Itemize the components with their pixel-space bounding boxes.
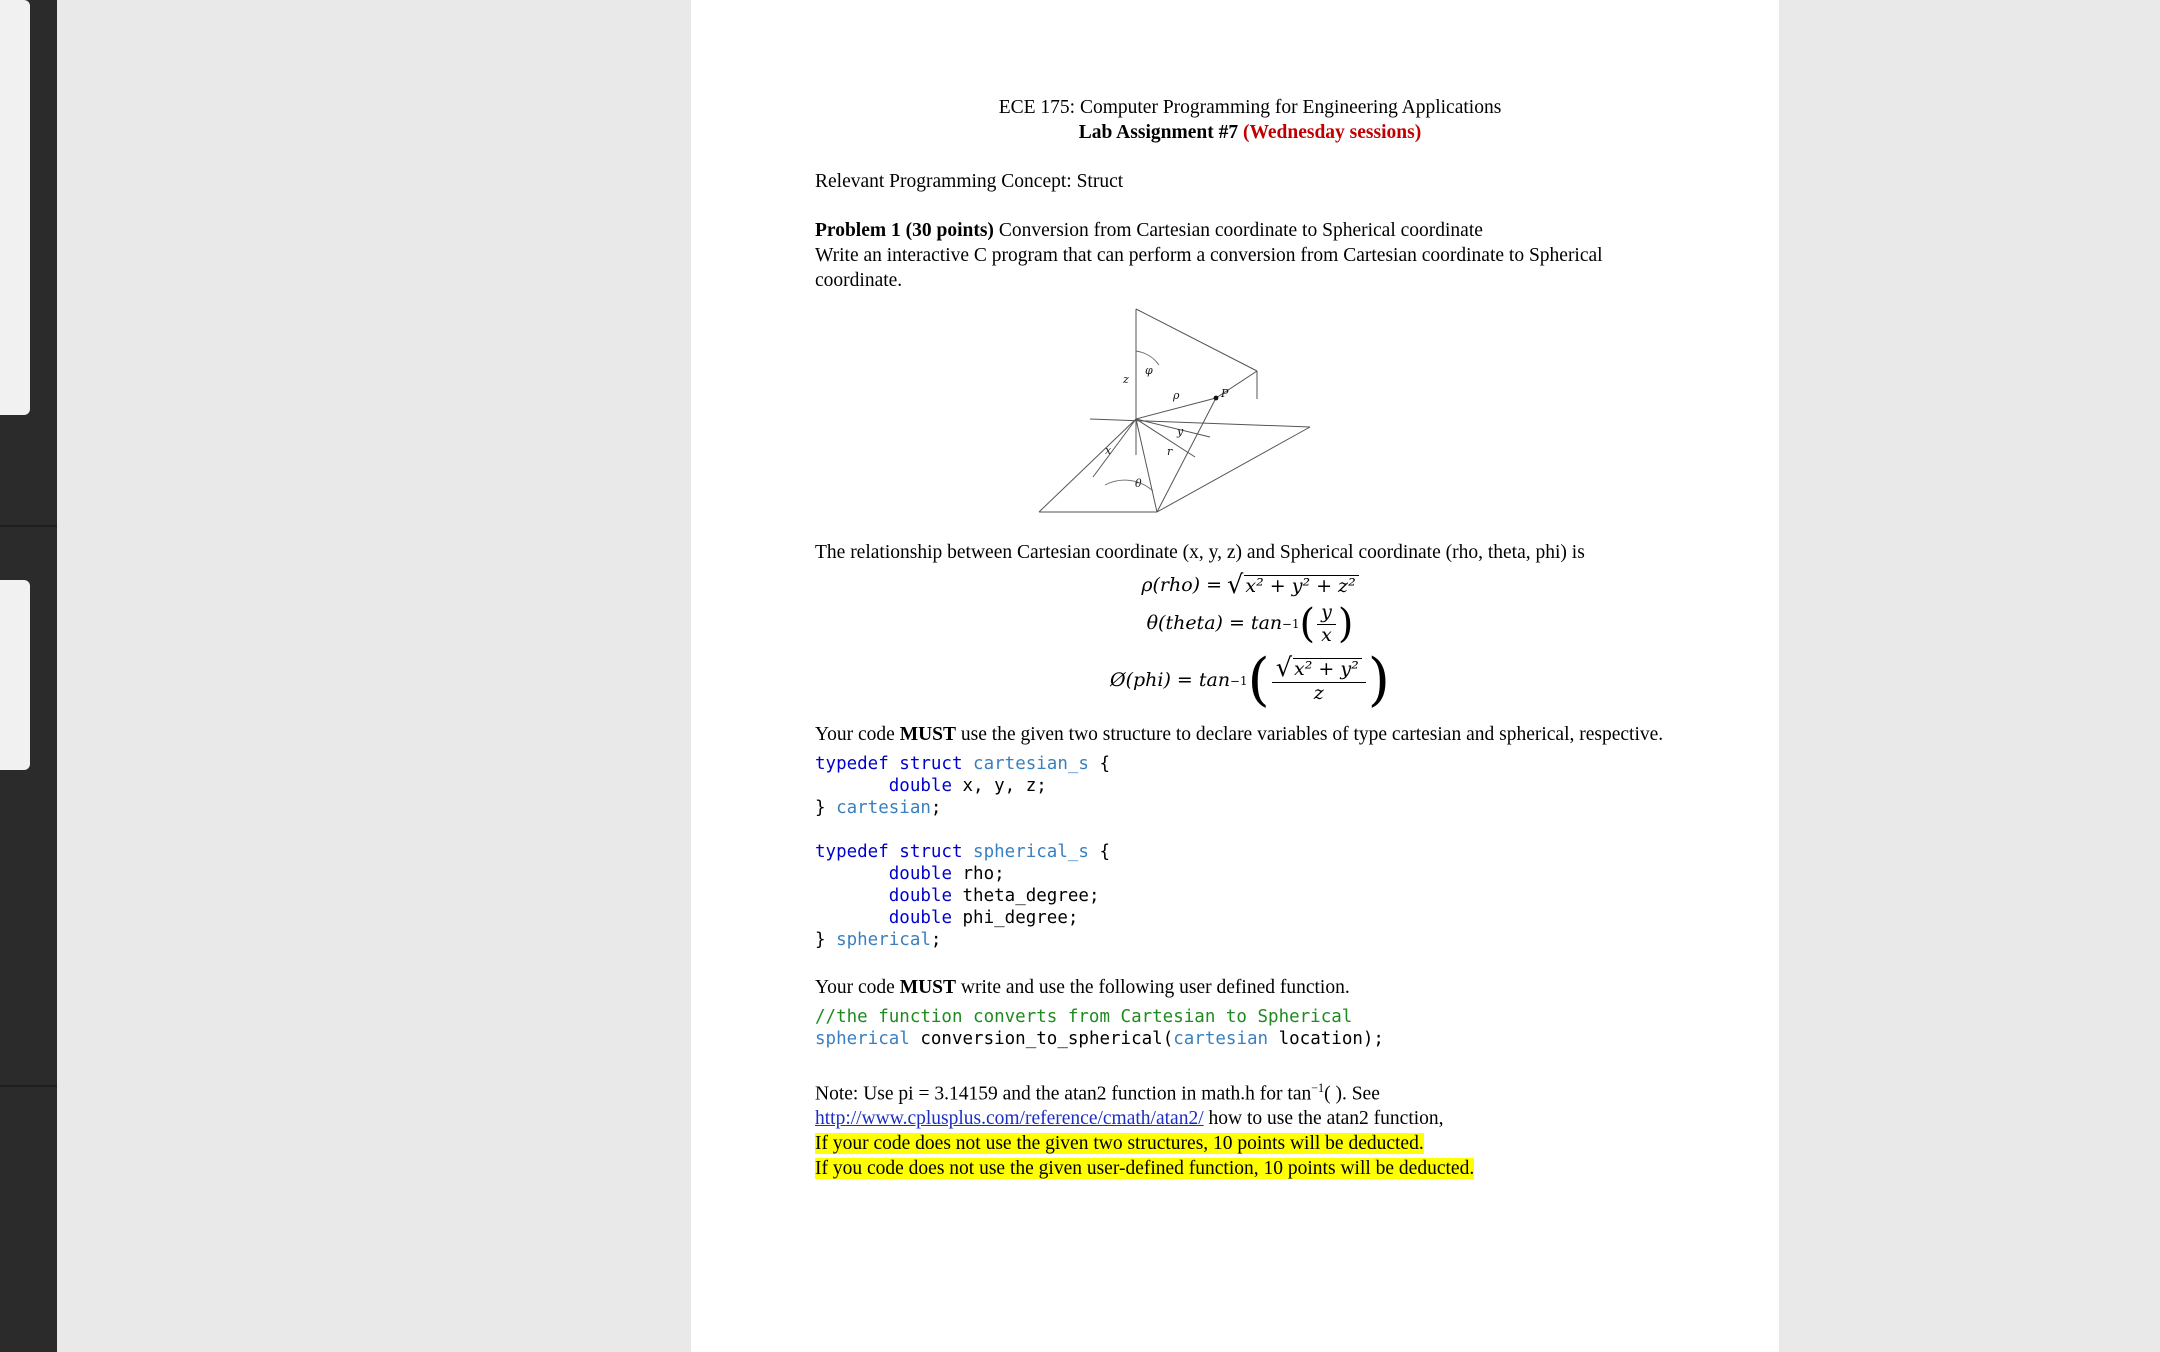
figure-label-r: r — [1167, 445, 1173, 458]
code-block-function-prototype — [815, 1006, 1685, 1050]
formula-theta — [1146, 600, 1354, 647]
formula-theta-den: x — [1321, 623, 1332, 646]
formula-phi — [1110, 647, 1390, 714]
must-func-post: write and use the following user defined function. — [956, 976, 1350, 998]
figure-label-z: z — [1123, 373, 1129, 386]
note-block — [815, 1076, 1685, 1107]
point-P-dot — [1214, 396, 1219, 401]
rail-panel-middle[interactable] — [0, 580, 30, 770]
document-viewer-background — [57, 0, 2160, 1352]
code-line: double x, y, z; — [888, 775, 1047, 796]
must-func-bold: MUST — [899, 976, 957, 998]
formula-theta-lhs: θ(theta) = tan — [1146, 612, 1283, 635]
must-use-function-text — [815, 975, 1685, 1000]
formula-phi-radicand: x² + y² — [1293, 658, 1362, 680]
relationship-text: The relationship between Cartesian coordinate (x, y, z) and Spherical coordinate (rho, theta, phi) is — [815, 542, 1585, 563]
code-block-struct-spherical — [815, 841, 1685, 951]
atan2-reference-link[interactable]: http://www.cplusplus.com/reference/cmath/atan2/ — [815, 1108, 1204, 1130]
rail-panel-top[interactable] — [0, 0, 30, 415]
code-line: double theta_degree; — [888, 885, 1100, 906]
note-pre: Note: Use pi = 3.14159 and the atan2 function in math.h for tan — [815, 1083, 1312, 1105]
code-line: double phi_degree; — [888, 907, 1079, 928]
note-sup: −1 — [1311, 1080, 1325, 1095]
document-page — [691, 0, 1779, 1352]
formula-phi-den: z — [1313, 681, 1324, 704]
must-struct-pre: Your code — [815, 723, 900, 745]
formula-phi-lhs: Ø(phi) = tan — [1110, 668, 1231, 691]
must-func-pre: Your code — [815, 976, 900, 998]
code-block-struct-cartesian — [815, 753, 1685, 819]
code-line: } spherical; — [815, 929, 942, 950]
formula-theta-num: y — [1317, 603, 1336, 625]
note-post: how to use the atan2 function, — [1203, 1108, 1444, 1130]
figure-label-P: P — [1221, 387, 1229, 400]
document-content — [815, 95, 1685, 1181]
note-mid: ( ). See — [1324, 1083, 1380, 1105]
highlight-text-2: If you code does not use the given user-defined function, 10 points will be deducted. — [815, 1158, 1475, 1180]
code-line: //the function converts from Cartesian to Spherical — [815, 1006, 1353, 1027]
formula-rho-lhs: ρ(rho) = — [1141, 574, 1223, 596]
concept-line: Relevant Programming Concept: Struct — [815, 171, 1124, 192]
formula-phi-paren: ( √ x² + y² z ) — [1247, 647, 1390, 714]
must-use-structs-text — [815, 722, 1685, 747]
rail-divider-2 — [0, 1085, 57, 1087]
rail-divider-1 — [0, 525, 57, 527]
figure-svg — [1035, 307, 1465, 522]
problem-body: Write an interactive C program that can perform a conversion from Cartesian coordinate to Spherical coordinate. — [815, 245, 1603, 291]
deduction-line-1 — [815, 1131, 1685, 1156]
spherical-coordinate-figure — [815, 307, 1685, 522]
code-line: typedef struct spherical_s { — [815, 841, 1111, 862]
formula-theta-sup: −1 — [1282, 617, 1300, 632]
left-rail — [0, 0, 57, 1352]
formula-phi-num — [1272, 652, 1366, 683]
rail-panel-bottom[interactable] — [0, 1090, 30, 1210]
figure-label-phi: φ — [1145, 364, 1153, 377]
code-line: spherical conversion_to_spherical(cartesian location); — [815, 1028, 1384, 1049]
figure-label-theta: θ — [1135, 477, 1142, 490]
radical-sign: √ — [1227, 570, 1244, 600]
formula-rho — [1141, 570, 1358, 600]
must-struct-bold: MUST — [899, 723, 957, 745]
must-struct-post: use the given two structure to declare variables of type cartesian and spherical, respective. — [956, 723, 1664, 745]
problem-heading-rest: Conversion from Cartesian coordinate to Spherical coordinate — [993, 220, 1483, 241]
formula-phi-sup: −1 — [1230, 673, 1248, 688]
formula-block — [815, 570, 1685, 714]
assignment-label: Lab Assignment #7 — [1078, 122, 1239, 143]
problem-heading-block — [815, 218, 1685, 243]
formula-rho-radicand: x² + y² + z² — [1244, 575, 1358, 597]
code-gap — [815, 819, 1685, 841]
code-line: double rho; — [888, 863, 1005, 884]
code-line: typedef struct cartesian_s { — [815, 753, 1111, 774]
figure-label-y: y — [1177, 425, 1184, 438]
document-title-line-2 — [815, 120, 1685, 145]
figure-label-x: x — [1105, 444, 1112, 457]
document-title-line-1: ECE 175: Computer Programming for Engineering Applications — [998, 97, 1502, 118]
problem-heading: Problem 1 (30 points) — [815, 220, 994, 241]
highlight-text-1: If your code does not use the given two structures, 10 points will be deducted. — [815, 1133, 1424, 1155]
code-line: } cartesian; — [815, 797, 942, 818]
formula-rho-radical — [1227, 570, 1359, 600]
radical-sign-phi: √ — [1275, 652, 1293, 683]
formula-theta-paren: ( $\frac{y}{x}$ ) — [1299, 600, 1354, 647]
deduction-line-2 — [815, 1156, 1685, 1181]
note-link-line — [815, 1106, 1685, 1131]
figure-label-rho: ρ — [1173, 389, 1180, 402]
session-label: (Wednesday sessions) — [1242, 122, 1422, 143]
